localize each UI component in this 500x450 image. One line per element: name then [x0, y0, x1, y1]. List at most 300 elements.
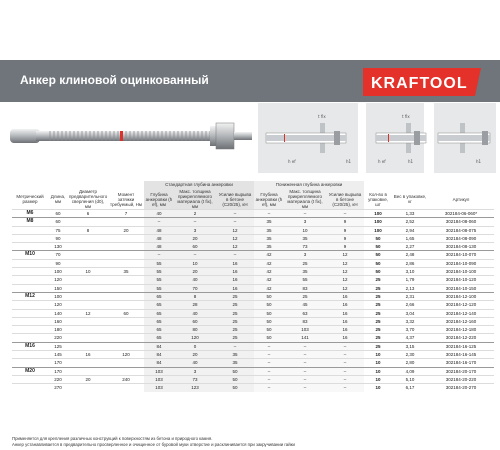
table-cell [68, 284, 108, 292]
table-cell: 120 [174, 334, 216, 342]
table-cell: 12 [326, 276, 364, 284]
table-cell: 6 [68, 210, 108, 218]
table-cell [12, 243, 48, 251]
table-cell: – [216, 210, 254, 218]
table-cell: 50 [254, 301, 284, 309]
table-cell: М6 [12, 210, 48, 218]
table-cell: – [254, 384, 284, 392]
table-cell: 2,48 [392, 251, 428, 259]
table-cell: 180 [48, 326, 68, 334]
table-row [12, 384, 494, 392]
table-cell: 35 [254, 226, 284, 234]
svg-text:h ef: h ef [288, 159, 296, 164]
table-cell: – [326, 342, 364, 350]
table-cell: 40 [144, 210, 174, 218]
table-cell: 25 [284, 259, 326, 267]
table-cell: – [284, 351, 326, 359]
table-cell: 16 [326, 334, 364, 342]
note-line: Анкер устанавливается в предварительно просверленное и очищенное от буровой муки отверстие и расклинивается при закручивании гайки [12, 441, 295, 447]
table-cell: – [254, 210, 284, 218]
table-cell: 55 [144, 259, 174, 267]
table-cell: 125 [48, 342, 68, 350]
table-cell: 25 [216, 301, 254, 309]
table-cell: 84 [144, 351, 174, 359]
table-row [12, 375, 494, 383]
table-cell: 2,30 [392, 351, 428, 359]
table-cell: 16 [326, 309, 364, 317]
table-cell: – [174, 251, 216, 259]
table-cell: 270 [48, 384, 68, 392]
table-cell: 20 [68, 375, 108, 383]
table-cell: 10 [364, 367, 392, 375]
table-cell [12, 375, 48, 383]
table-cell: 10 [364, 375, 392, 383]
table-cell: 50 [254, 309, 284, 317]
table-cell: 60 [48, 218, 68, 226]
table-cell: 141 [284, 334, 326, 342]
table-cell: 25 [216, 292, 254, 300]
table-cell: 3,32 [392, 317, 428, 325]
table-cell: 28 [174, 301, 216, 309]
table-cell: 25 [364, 309, 392, 317]
table-cell: 35 [284, 268, 326, 276]
table-cell [68, 334, 108, 342]
table-cell: 25 [364, 276, 392, 284]
table-cell: 60 [174, 317, 216, 325]
table-cell: М20 [12, 367, 48, 375]
table-cell: 25 [284, 292, 326, 300]
table-cell [108, 359, 144, 367]
table-cell: 25 [216, 334, 254, 342]
table-cell: 63 [284, 309, 326, 317]
table-cell [12, 317, 48, 325]
table-cell [12, 268, 48, 276]
table-cell: – [284, 210, 326, 218]
header-row: Метрический размер Длина, мм Диаметр предварительного сверления (d0), мм Момент затяжки требуемый, Нм Глубина анкеровки (h ef), мм Макс. толщина прикрепляемого материала (t fix), мм Усилие вырыва в бетоне (С20/25), кН Глубина анкеровки (h ef), мм Макс. толщина прикрепляемого материала (t fix), мм Усилие вырыва в бетоне (С20/25), кН Кол-во в упаковке, шт Вес в упаковке, кг Артикул [16, 189, 470, 209]
table-cell: 9 [326, 234, 364, 242]
kraftool-logo [363, 68, 481, 96]
table-cell [108, 251, 144, 259]
table-cell: 50 [254, 317, 284, 325]
table-cell: 16 [216, 284, 254, 292]
table-cell: – [254, 359, 284, 367]
table-cell: 50 [254, 334, 284, 342]
table-cell: 10 [364, 359, 392, 367]
table-cell: 302184-08-060 [428, 218, 494, 226]
svg-text:h1: h1 [476, 159, 482, 164]
table-cell: 2,80 [392, 359, 428, 367]
table-cell: – [254, 351, 284, 359]
table-cell [68, 367, 108, 375]
table-cell: – [254, 342, 284, 350]
table-cell [12, 259, 48, 267]
table-cell: 60 [48, 210, 68, 218]
table-cell: 25 [364, 342, 392, 350]
table-cell: 302184-16-170 [428, 359, 494, 367]
table-cell: 9 [326, 226, 364, 234]
table-cell: 100 [48, 268, 68, 276]
table-cell [68, 251, 108, 259]
table-cell: 16 [216, 268, 254, 276]
table-cell: 103 [144, 384, 174, 392]
table-cell [12, 384, 48, 392]
table-cell: 120 [108, 351, 144, 359]
table-cell: 103 [144, 375, 174, 383]
table-cell: 12 [326, 251, 364, 259]
table-cell: 35 [254, 234, 284, 242]
anchor-photo [10, 110, 255, 162]
table-cell [108, 342, 144, 350]
table-cell: 8 [68, 226, 108, 234]
table-cell: 103 [144, 367, 174, 375]
table-cell [108, 317, 144, 325]
table-cell: 25 [364, 284, 392, 292]
table-cell: 10 [364, 384, 392, 392]
table-cell: 140 [48, 309, 68, 317]
table-cell [108, 292, 144, 300]
table-cell: 50 [364, 234, 392, 242]
table-row [12, 326, 494, 334]
table-cell [12, 234, 48, 242]
table-cell: 50 [254, 326, 284, 334]
table-cell: М8 [12, 218, 48, 226]
table-row [12, 309, 494, 317]
group-standard: Стандартная глубина анкеровки [144, 181, 254, 189]
table-cell: 150 [48, 284, 68, 292]
table-cell: – [284, 375, 326, 383]
table-cell: – [284, 342, 326, 350]
group-reduced: Пониженная глубина анкеровки [254, 181, 364, 189]
table-cell: 302184-20-170 [428, 367, 494, 375]
table-row [12, 218, 494, 226]
table-cell: 42 [254, 251, 284, 259]
table-cell [12, 284, 48, 292]
table-cell: 0 [174, 342, 216, 350]
table-cell: 48 [144, 243, 174, 251]
table-cell: – [216, 342, 254, 350]
table-cell: 220 [48, 334, 68, 342]
table-cell: – [326, 384, 364, 392]
table-cell: 7 [108, 210, 144, 218]
table-cell: 35 [216, 351, 254, 359]
specs-table [12, 181, 494, 392]
table-cell: 25 [216, 317, 254, 325]
table-row [12, 284, 494, 292]
table-row [12, 359, 494, 367]
table-cell: 50 [216, 367, 254, 375]
table-cell: 60 [108, 309, 144, 317]
table-cell [108, 367, 144, 375]
table-cell [68, 276, 108, 284]
table-cell: 70 [48, 251, 68, 259]
table-cell: 302184-12-100 [428, 292, 494, 300]
table-cell: 12 [326, 268, 364, 276]
table-cell [108, 243, 144, 251]
table-cell [68, 292, 108, 300]
washer [210, 126, 216, 146]
table-cell [12, 309, 48, 317]
svg-text:h1: h1 [408, 159, 414, 164]
table-cell: 84 [144, 359, 174, 367]
table-cell: 2,66 [392, 301, 428, 309]
table-cell: 10 [68, 268, 108, 276]
table-cell: 1,79 [392, 276, 428, 284]
table-row [12, 317, 494, 325]
table-cell: 302184-08-090 [428, 234, 494, 242]
table-cell: 42 [254, 268, 284, 276]
table-cell: 50 [216, 384, 254, 392]
red-mark [120, 131, 123, 141]
table-cell: 2 [174, 210, 216, 218]
table-cell: 2,94 [392, 226, 428, 234]
table-cell: 12 [216, 226, 254, 234]
table-cell: 45 [284, 301, 326, 309]
table-cell: 3,04 [392, 309, 428, 317]
table-cell [68, 259, 108, 267]
table-cell [68, 326, 108, 334]
table-cell: 48 [144, 234, 174, 242]
table-cell: 20 [174, 268, 216, 276]
table-cell: 100 [364, 226, 392, 234]
table-cell: 83 [284, 284, 326, 292]
table-cell: 3,15 [392, 342, 428, 350]
table-cell: 302184-16-145 [428, 351, 494, 359]
table-cell: 73 [284, 243, 326, 251]
table-cell [108, 301, 144, 309]
table-row [12, 342, 494, 350]
table-cell [68, 243, 108, 251]
table-cell [12, 301, 48, 309]
table-cell [68, 317, 108, 325]
table-cell: 220 [48, 375, 68, 383]
table-cell: 35 [284, 234, 326, 242]
table-cell: 12 [216, 234, 254, 242]
note-line: Применяется для крепления различных конструкций к поверхностям из бетона и природного камня. [12, 436, 213, 441]
table-cell: 302184-06-060* [428, 210, 494, 218]
table-cell: 302184-10-150 [428, 284, 494, 292]
table-cell: 302184-20-270 [428, 384, 494, 392]
table-cell [68, 359, 108, 367]
table-cell: 12 [326, 284, 364, 292]
table-cell [12, 359, 48, 367]
table-cell: 5,10 [392, 375, 428, 383]
table-cell: 103 [284, 326, 326, 334]
table-cell: 170 [48, 359, 68, 367]
table-cell: 12 [326, 259, 364, 267]
table-cell: 40 [174, 309, 216, 317]
table-cell [108, 334, 144, 342]
table-cell [108, 234, 144, 242]
table-cell: 100 [364, 218, 392, 226]
table-cell: 2,86 [392, 259, 428, 267]
svg-text:t fix: t fix [318, 114, 326, 119]
table-row [12, 234, 494, 242]
table-cell: 35 [108, 268, 144, 276]
table-cell: 55 [284, 276, 326, 284]
table-cell: – [326, 351, 364, 359]
table-cell: М10 [12, 251, 48, 259]
table-cell [68, 342, 108, 350]
table-cell: 25 [216, 326, 254, 334]
table-cell: 70 [174, 284, 216, 292]
table-cell [68, 218, 108, 226]
table-cell [68, 301, 108, 309]
table-row [12, 259, 494, 267]
table-row [12, 351, 494, 359]
table-cell: 50 [254, 292, 284, 300]
table-cell: – [326, 367, 364, 375]
table-cell: 302184-12-120 [428, 301, 494, 309]
svg-text:t fix: t fix [402, 114, 410, 119]
table-cell: 35 [216, 359, 254, 367]
table-cell: 50 [364, 251, 392, 259]
table-cell: 83 [284, 317, 326, 325]
table-cell: 16 [326, 301, 364, 309]
table-row [12, 268, 494, 276]
table-cell: 123 [174, 384, 216, 392]
table-cell: 1,65 [392, 234, 428, 242]
table-cell: 55 [144, 268, 174, 276]
table-cell [12, 326, 48, 334]
table-row [12, 292, 494, 300]
table-cell: 3 [174, 226, 216, 234]
table-cell: 160 [48, 317, 68, 325]
table-cell: 9 [326, 243, 364, 251]
table-cell [108, 384, 144, 392]
table-cell: 42 [254, 259, 284, 267]
table-cell: 9 [326, 218, 364, 226]
table-cell: 40 [174, 276, 216, 284]
table-cell: 65 [144, 326, 174, 334]
table-cell: 302184-12-220 [428, 334, 494, 342]
table-cell: 16 [326, 326, 364, 334]
table-cell: – [326, 210, 364, 218]
table-cell: 2,27 [392, 243, 428, 251]
table-cell: 40 [174, 359, 216, 367]
table-cell: 3 [284, 251, 326, 259]
table-cell: 25 [364, 292, 392, 300]
table-cell: – [284, 367, 326, 375]
table-row [12, 334, 494, 342]
table-cell [68, 234, 108, 242]
table-cell [108, 218, 144, 226]
table-cell: 16 [216, 276, 254, 284]
table-cell: 12 [68, 309, 108, 317]
table-cell: М12 [12, 292, 48, 300]
table-cell: 4,09 [392, 367, 428, 375]
table-cell [108, 259, 144, 267]
table-cell: – [254, 375, 284, 383]
table-cell: 2,31 [392, 292, 428, 300]
table-cell: – [284, 359, 326, 367]
table-cell: 25 [364, 317, 392, 325]
table-cell [12, 351, 48, 359]
table-cell: 50 [364, 243, 392, 251]
table-cell: 16 [216, 259, 254, 267]
table-cell: – [174, 218, 216, 226]
table-cell: 3 [284, 218, 326, 226]
diagram-reduced [366, 103, 496, 173]
table-cell: 130 [48, 243, 68, 251]
table-cell: 20 [108, 226, 144, 234]
table-cell: – [144, 218, 174, 226]
table-cell: 75 [48, 226, 68, 234]
notes [12, 436, 295, 447]
anchor-sleeve [10, 129, 40, 143]
table-cell [12, 334, 48, 342]
table-cell: 3,10 [392, 268, 428, 276]
table-cell: 42 [254, 276, 284, 284]
table-cell: 10 [284, 226, 326, 234]
table-cell: 50 [364, 259, 392, 267]
table-cell: 25 [364, 334, 392, 342]
table-cell: 65 [144, 334, 174, 342]
page-title: Анкер клиновой оцинкованный [20, 73, 209, 87]
table-cell: 65 [144, 292, 174, 300]
table-cell: – [284, 384, 326, 392]
table-cell: 302184-12-160 [428, 317, 494, 325]
table-row [12, 243, 494, 251]
table-cell: 120 [48, 301, 68, 309]
table-cell: 16 [326, 317, 364, 325]
table-cell: 302184-20-220 [428, 375, 494, 383]
table-cell: 2,52 [392, 218, 428, 226]
table-cell: 120 [48, 276, 68, 284]
table-row [12, 367, 494, 375]
table-cell [12, 276, 48, 284]
table-cell: 48 [144, 226, 174, 234]
table-cell [108, 326, 144, 334]
table-cell: 25 [364, 301, 392, 309]
table-cell: 50 [216, 375, 254, 383]
table-cell: 8 [174, 292, 216, 300]
table-cell: 1,33 [392, 210, 428, 218]
table-row [12, 251, 494, 259]
table-cell: 84 [144, 342, 174, 350]
table-cell: – [216, 218, 254, 226]
table-cell: 302184-08-130 [428, 243, 494, 251]
table-cell: 65 [144, 309, 174, 317]
table-cell: 20 [174, 351, 216, 359]
table-cell [108, 284, 144, 292]
table-cell: 302184-10-070 [428, 251, 494, 259]
table-cell: – [254, 367, 284, 375]
table-cell: 65 [144, 301, 174, 309]
table-cell: 302184-10-120 [428, 276, 494, 284]
table-cell: 16 [68, 351, 108, 359]
nut [216, 123, 234, 149]
table-cell: 90 [48, 259, 68, 267]
table-cell: 100 [48, 292, 68, 300]
table-cell: 80 [174, 326, 216, 334]
table-cell: 35 [254, 243, 284, 251]
table-cell: 240 [108, 375, 144, 383]
table-cell: 50 [364, 268, 392, 276]
table-cell: – [326, 359, 364, 367]
table-cell [12, 226, 48, 234]
svg-text:h ef: h ef [378, 159, 386, 164]
table-cell: 35 [254, 218, 284, 226]
table-cell: 12 [216, 243, 254, 251]
table-cell: 6,17 [392, 384, 428, 392]
table-cell: 4,37 [392, 334, 428, 342]
table-cell: 100 [364, 210, 392, 218]
table-cell: 16 [326, 292, 364, 300]
table-cell: – [144, 251, 174, 259]
table-cell: 10 [174, 259, 216, 267]
table-cell: 10 [364, 351, 392, 359]
table-cell: 302184-08-075 [428, 226, 494, 234]
